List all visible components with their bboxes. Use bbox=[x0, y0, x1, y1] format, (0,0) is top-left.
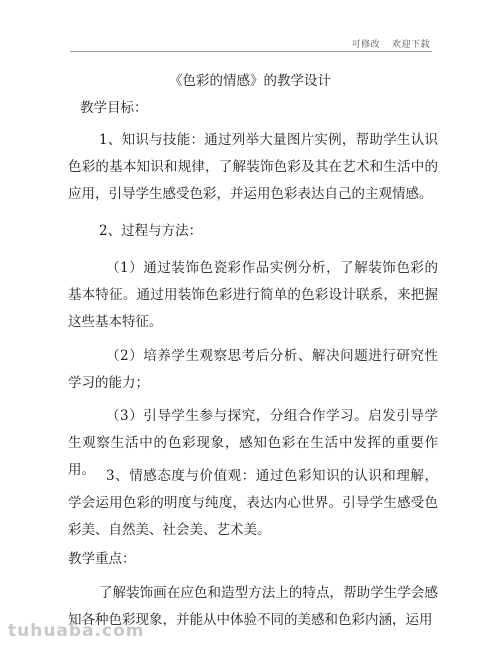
key-points-text: 了解装饰画在应色和造型方法上的特点，帮助学生学会感知各种色彩现象，并能从中体验不同的美感和色彩内涵，运用 bbox=[68, 585, 438, 628]
document-title: 《色彩的情感》的教学设计 bbox=[169, 73, 331, 89]
site-watermark: tuhuaba.com bbox=[8, 621, 145, 641]
process-item-3: （3）引导学生参与探究，分组合作学习。启发引导学生观察生活中的色彩现象，感知色彩在生活中发挥的重要作用。 bbox=[68, 408, 438, 478]
header-divider bbox=[70, 51, 432, 52]
goal-knowledge-skills: 1、知识与技能：通过列举大量图片实例，帮助学生认识色彩的基本知识和规律，了解装饰色彩及其在艺术和生活中的应用，引导学生感受色彩，并运用色彩表达自己的主观情感。 bbox=[68, 132, 438, 202]
goal-emotion-values: 3、情感态度与价值观：通过色彩知识的认识和理解，学会运用色彩的明度与纯度，表达内心世界。引导学生感受色彩美、自然美、社会美、艺术美。 bbox=[68, 468, 438, 538]
goal-process-method-heading: 2、过程与方法： bbox=[99, 223, 203, 239]
editable-label: 可修改 bbox=[351, 40, 380, 50]
key-points-heading: 教学重点： bbox=[68, 551, 136, 567]
process-item-1: （1）通过装饰色瓷彩作品实例分析，了解装饰色彩的基本特征。通过用装饰色彩进行简单的色彩设计联系，来把握这些基本特征。 bbox=[68, 260, 438, 330]
goals-heading: 教学目标： bbox=[80, 100, 148, 116]
process-item-2: （2）培养学生观察思考后分析、解决问题进行研究性学习的能力； bbox=[68, 348, 438, 391]
page-header-note bbox=[351, 37, 430, 50]
download-label: 欢迎下载 bbox=[391, 40, 430, 50]
